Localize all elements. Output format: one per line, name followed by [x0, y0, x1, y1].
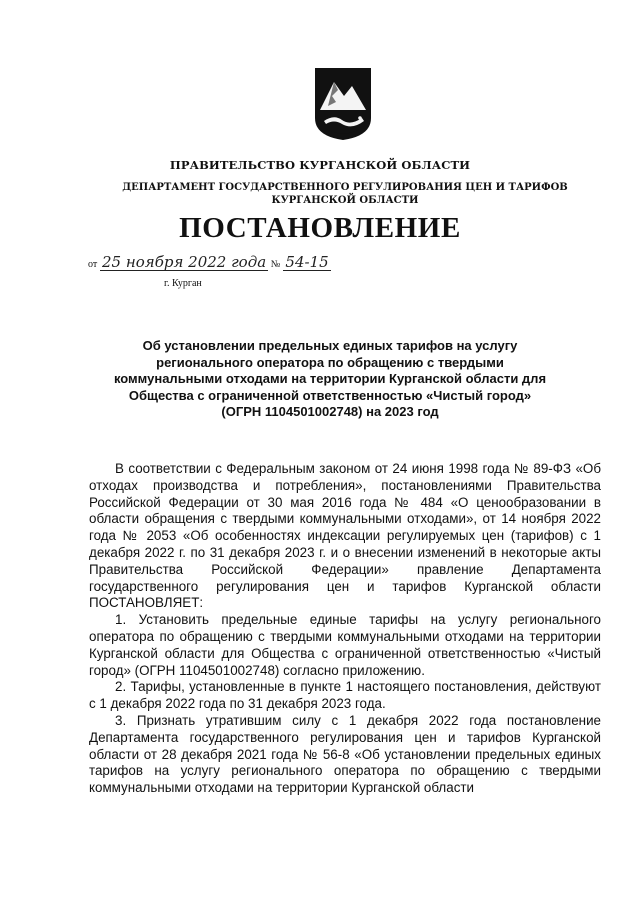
body-paragraph: 2. Тарифы, установленные в пункте 1 настоящего постановления, действуют с 1 декабря 2022 года по 31 декабря 2023 года. — [89, 679, 601, 712]
from-label: от — [88, 259, 98, 270]
document-title: Об установлении предельных единых тарифов на услугу регионального оператора по обращению с твердыми коммунальными отходами на территории Курганской области для Общества с ограниченной ответственностью «Чистый город» (ОГРН 1104501002748) на 2023 год — [113, 338, 547, 420]
number-label: № — [270, 259, 281, 270]
body-paragraph: В соответствии с Федеральным законом от 24 июня 1998 года № 89-ФЗ «Об отходах производства и потребления», постановлениями Правительства Российской Федерации от 30 мая 2016 года № 484 «О ценообразовании в области обращения с твердыми коммунальными отходами», от 14 ноября 2022 года № 2053 «Об особенностях индексации регулируемых цен (тарифов) с 1 декабря 2022 г. по 31 декабря 2023 г. и о внесении изменений в некоторые акты Правительства Российской Федерации» правление Департамента государственного регулирования цен и тарифов Курганской области ПОСТАНОВЛЯЕТ: — [89, 461, 601, 611]
document-body — [89, 461, 601, 797]
government-name: ПРАВИТЕЛЬСТВО КУРГАНСКОЙ ОБЛАСТИ — [169, 158, 471, 172]
body-paragraph: 1. Установить предельные единые тарифы на услугу регионального оператора по обращению с твердыми коммунальными отходами на территории Курганской области для Общества с ограниченной ответственностью «Чистый город» (ОГРН 1104501002748) согласно приложению. — [89, 612, 601, 678]
kurgan-coat-of-arms-icon — [312, 66, 374, 142]
body-paragraph: 3. Признать утратившим силу с 1 декабря 2022 года постановление Департамента государственного регулирования цен и тарифов Курганской области от 28 декабря 2021 года № 56-8 «Об установлении предельных единых тарифов на услугу регионального оператора по обращению с твердыми коммунальными отходами на территории Курганской области — [89, 712, 601, 796]
document-date: 25 ноября 2022 года — [102, 253, 267, 271]
document-number: 54-15 — [283, 254, 331, 271]
city-label: г. Курган — [164, 278, 202, 289]
date-number-line — [88, 254, 331, 276]
department-name: ДЕПАРТАМЕНТ ГОСУДАРСТВЕННОГО РЕГУЛИРОВАНИЯ ЦЕН И ТАРИФОВ КУРГАНСКОЙ ОБЛАСТИ — [122, 182, 568, 206]
document-type: ПОСТАНОВЛЕНИЕ — [179, 212, 461, 244]
